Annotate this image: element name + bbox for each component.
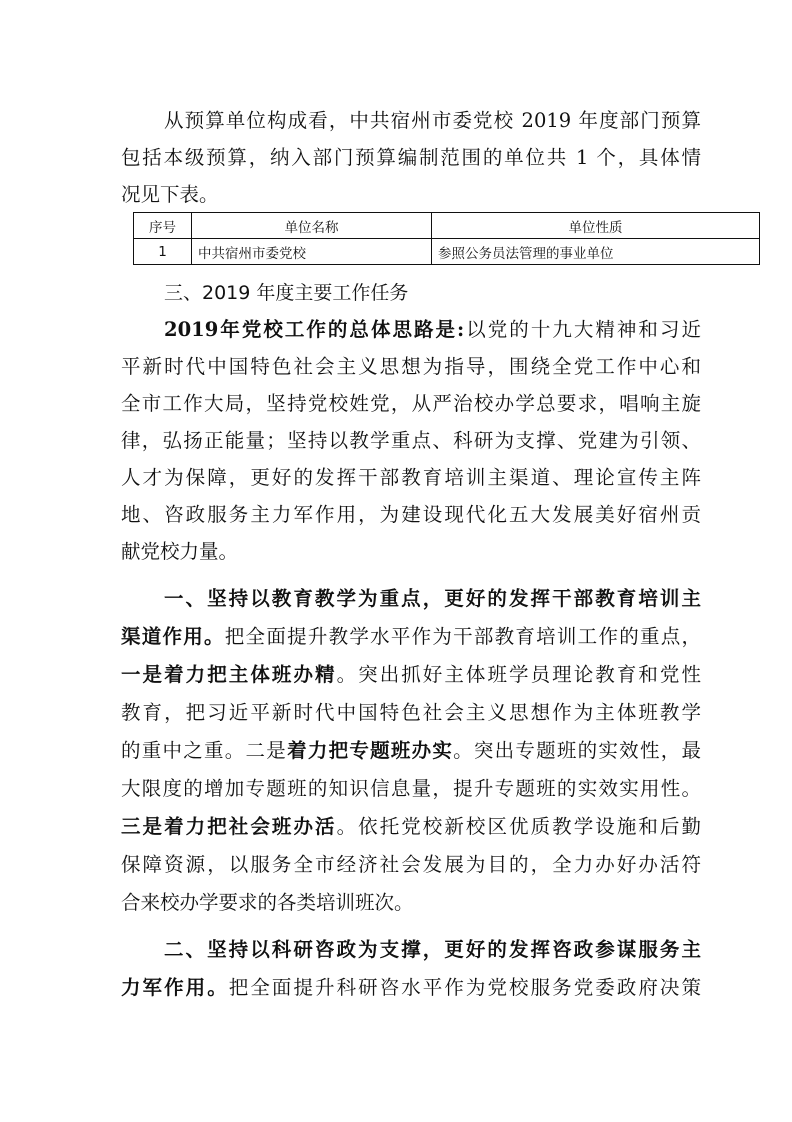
- para1-line-2: 平新时代中国特色社会主义思想为指导，围绕全党工作中心和: [121, 355, 701, 378]
- para3-line-2-text: 把全面提升科研咨水平作为党校服务党委政府决策: [228, 976, 701, 999]
- para2-point-1: 一是着力把主体班办精: [121, 663, 337, 686]
- header-name: 单位名称: [192, 213, 432, 239]
- intro-line-3: 况见下表。: [121, 183, 219, 206]
- para2-line-2-text: 把全面提升教学水平作为干部教育培训工作的重点，: [224, 625, 701, 648]
- para1-line-1: [164, 316, 701, 344]
- para2-line-3-text: 。突出抓好主体班学员理论教育和党性: [336, 663, 701, 686]
- para2-heading-line-2: 渠道作用。: [121, 625, 225, 648]
- para2-line-6: 大限度的增加专题班的知识信息量，提升专题班的实效实用性。: [121, 777, 701, 800]
- para2-line-2: [121, 623, 701, 651]
- para2-line-9: 合来校办学要求的各类培训班次。: [121, 891, 414, 914]
- para2-line-7-text: 。依托党校新校区优质教学设施和后勤: [336, 815, 701, 838]
- para2-line-3: [121, 661, 701, 689]
- cell-name: 中共宿州市委党校: [192, 239, 432, 265]
- table-row: [134, 239, 760, 265]
- para3-heading-line-1: 二、坚持以科研咨政为支撑，更好的发挥咨政参谋服务主: [164, 938, 701, 961]
- para2-line-5-pre: 的重中之重。二是: [121, 739, 288, 762]
- para3-heading-line-2: 力军作用。: [121, 976, 229, 999]
- para3-line-2: [121, 974, 701, 1002]
- intro-line-2: 包括本级预算，纳入部门预算编制范围的单位共 1 个，具体情: [121, 146, 701, 169]
- para2-line-5-text: 。突出专题班的实效性，最: [453, 739, 701, 762]
- para1-line-4: 律，弘扬正能量；坚持以教学重点、科研为支撑、党建为引领、: [121, 429, 701, 452]
- para2-point-3: 三是着力把社会班办活: [121, 815, 337, 838]
- para2-line-5: [121, 737, 701, 765]
- para2-point-2: 着力把专题班办实: [287, 739, 454, 762]
- cell-no: 1: [134, 239, 192, 265]
- para1-line-6: 地、咨政服务主力军作用，为建设现代化五大发展美好宿州贡: [121, 503, 701, 526]
- table-header-row: [134, 213, 760, 239]
- section-heading: 三、2019 年度主要工作任务: [164, 282, 409, 304]
- para1-lead: 2019年党校工作的总体思路是:: [164, 318, 465, 341]
- header-nature: 单位性质: [432, 213, 760, 239]
- para2-line-7: [121, 813, 701, 841]
- para1-line-7: 献党校力量。: [121, 540, 239, 563]
- header-no: 序号: [134, 213, 192, 239]
- intro-line-1: 从预算单位构成看，中共宿州市委党校 2019 年度部门预算: [164, 109, 701, 132]
- unit-table: [133, 212, 760, 265]
- para2-line-4: 教育，把习近平新时代中国特色社会主义思想作为主体班教学: [121, 701, 701, 724]
- para2-line-8: 保障资源，以服务全市经济社会发展为目的，全力办好办活符: [121, 853, 701, 876]
- para1-line-1-text: 以党的十九大精神和习近: [464, 318, 701, 341]
- para1-line-3: 全市工作大局，坚持党校姓党，从严治校办学总要求，唱响主旋: [121, 392, 701, 415]
- para2-heading-line-1: 一、坚持以教育教学为重点，更好的发挥干部教育培训主: [164, 587, 701, 610]
- para1-line-5: 人才为保障，更好的发挥干部教育培训主渠道、理论宣传主阵: [121, 466, 701, 489]
- cell-nature: 参照公务员法管理的事业单位: [432, 239, 760, 265]
